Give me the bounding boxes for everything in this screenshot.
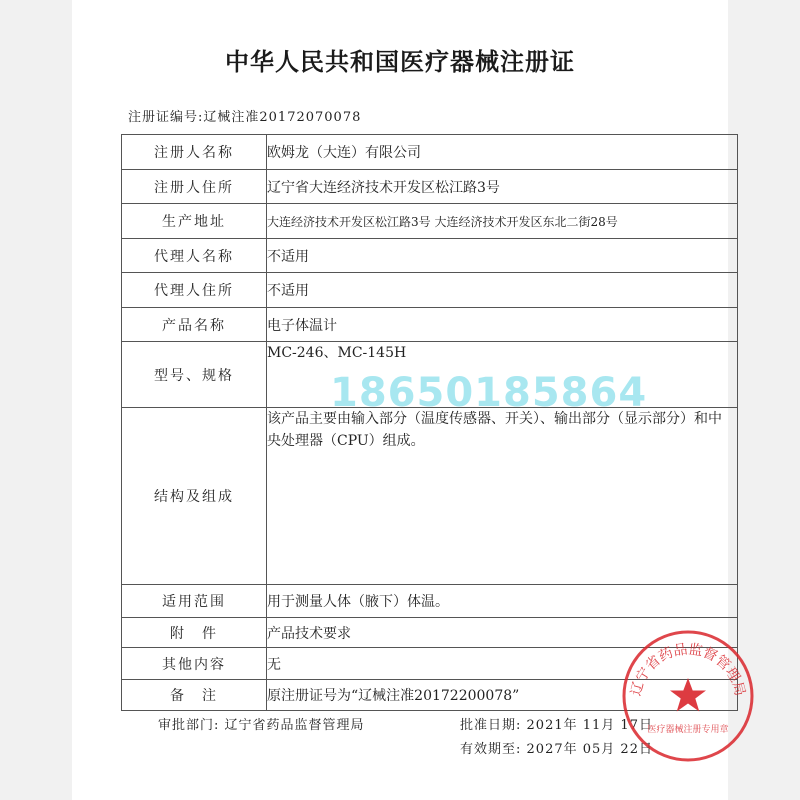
row-label-structure: 结构及组成	[122, 408, 267, 585]
row-value-remarks: 原注册证号为“辽械注准20172200078”	[267, 680, 738, 711]
registration-number	[128, 106, 361, 125]
row-label-agent-address: 代理人住所	[122, 273, 267, 308]
table-row	[122, 170, 738, 204]
official-seal	[620, 628, 756, 764]
row-label-registrant-name: 注册人名称	[122, 135, 267, 170]
phone-watermark: 18650185864	[330, 370, 648, 416]
row-value-registrant-address: 辽宁省大连经济技术开发区松江路3号	[267, 170, 738, 204]
row-value-other: 无	[267, 648, 738, 680]
table-row	[122, 239, 738, 273]
valid-until-value: 2027年 05月 22日	[526, 742, 653, 757]
row-value-scope: 用于测量人体（腋下）体温。	[267, 585, 738, 618]
row-label-registrant-address: 注册人住所	[122, 170, 267, 204]
row-value-accessories: 产品技术要求	[267, 618, 738, 648]
seal-text: 辽宁省药品监督管理局	[628, 641, 748, 698]
row-value-agent-name: 不适用	[267, 239, 738, 273]
registration-number-value: 辽械注准20172070078	[203, 110, 362, 125]
row-value-agent-address: 不适用	[267, 273, 738, 308]
valid-until-label: 有效期至:	[460, 742, 522, 757]
table-row	[122, 135, 738, 170]
row-value-production-address: 大连经济技术开发区松江路3号 大连经济技术开发区东北二街28号	[267, 204, 738, 239]
row-label-production-address: 生产地址	[122, 204, 267, 239]
star-icon	[670, 678, 706, 712]
row-label-scope: 适用范围	[122, 585, 267, 618]
certificate-title: 中华人民共和国医疗器械注册证	[225, 47, 575, 76]
row-label-remarks: 备 注	[122, 680, 267, 711]
seal-subtext: 医疗器械注册专用章	[647, 725, 729, 735]
row-label-agent-name: 代理人名称	[122, 239, 267, 273]
table-row	[122, 204, 738, 239]
table-row	[122, 273, 738, 308]
registration-number-label: 注册证编号:	[128, 110, 204, 125]
row-label-product-name: 产品名称	[122, 308, 267, 342]
authority-label: 审批部门:	[158, 718, 220, 733]
row-value-product-name: 电子体温计	[267, 308, 738, 342]
certificate-page	[72, 0, 748, 800]
authority-value: 辽宁省药品监督管理局	[224, 718, 365, 733]
row-value-model-spec: MC-246、MC-145H	[267, 342, 738, 408]
row-value-registrant-name: 欧姆龙（大连）有限公司	[267, 135, 738, 170]
table-row	[122, 408, 738, 585]
table-row	[122, 585, 738, 618]
row-value-structure: 该产品主要由输入部分（温度传感器、开关）、输出部分（显示部分）和中央处理器（CPU）组成。	[267, 408, 738, 585]
approval-authority	[158, 714, 365, 733]
approval-date-label: 批准日期:	[460, 718, 522, 733]
table-row	[122, 308, 738, 342]
row-label-other: 其他内容	[122, 648, 267, 680]
certificate-table	[121, 134, 738, 711]
approval-date-value: 2021年 11月 17日	[526, 718, 653, 733]
row-label-model-spec: 型号、规格	[122, 342, 267, 408]
row-label-accessories: 附 件	[122, 618, 267, 648]
